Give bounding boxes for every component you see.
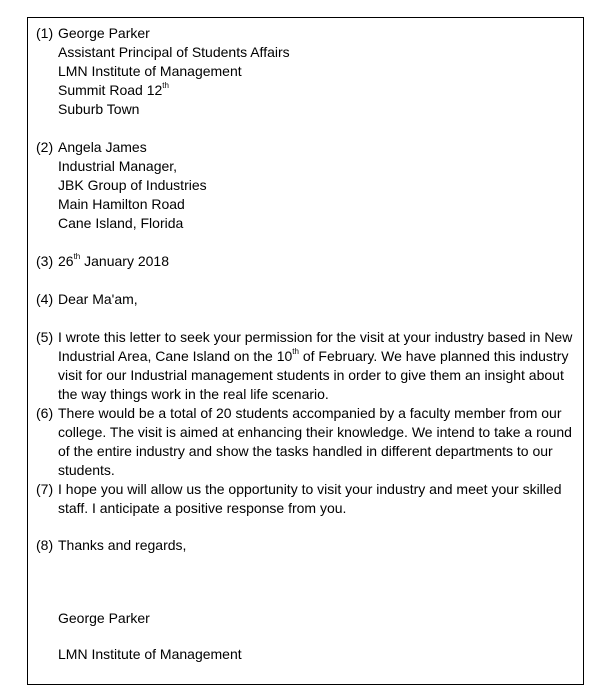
paragraph-7 <box>36 480 579 518</box>
paragraph-5 <box>36 328 579 404</box>
signature-name-block <box>36 609 579 628</box>
paragraph-5-text-part1: I wrote this letter to seek your permission for the visit at your industry based in New Industrial Area, Cane Island on the 10 <box>58 329 573 364</box>
date-block <box>36 252 579 271</box>
signature-institution-block <box>36 645 579 664</box>
sender-address-sup: th <box>162 81 169 91</box>
recipient-address-line2: Cane Island, Florida <box>58 215 184 231</box>
recipient-name: Angela James <box>58 139 147 155</box>
date-number: (3) <box>36 253 54 269</box>
sender-title: Assistant Principal of Students Affairs <box>58 44 290 60</box>
paragraph-5-sup: th <box>292 347 299 357</box>
signature-name: George Parker <box>58 610 150 626</box>
recipient-address-line1: Main Hamilton Road <box>58 196 185 212</box>
sender-name: George Parker <box>58 25 150 41</box>
recipient-company: JBK Group of Industries <box>58 177 207 193</box>
recipient-block <box>36 138 579 233</box>
paragraph-6 <box>36 404 579 480</box>
salutation-text: Dear Ma'am, <box>58 291 138 307</box>
closing-number: (8) <box>36 537 54 553</box>
sender-number: (1) <box>36 25 54 41</box>
sender-address-line2: Suburb Town <box>58 101 140 117</box>
sender-address-line1: Summit Road 12 <box>58 82 163 98</box>
signature-institution: LMN Institute of Management <box>58 646 242 662</box>
paragraph-5-text-part2: of February. We have planned this industry visit for our Industrial management students in order to give them an insight about the way things work in the real life scenario. <box>58 348 569 402</box>
date-rest: January 2018 <box>80 253 169 269</box>
salutation-number: (4) <box>36 291 54 307</box>
sender-institution: LMN Institute of Management <box>58 63 242 79</box>
paragraph-7-number: (7) <box>36 481 54 497</box>
paragraph-5-number: (5) <box>36 329 54 345</box>
salutation-block <box>36 290 579 309</box>
recipient-number: (2) <box>36 139 54 155</box>
date-sup: th <box>73 252 81 262</box>
closing-text: Thanks and regards, <box>58 537 187 553</box>
date-day: 26 <box>58 253 74 269</box>
sender-block <box>36 24 579 119</box>
recipient-title: Industrial Manager, <box>58 158 178 174</box>
paragraph-7-text: I hope you will allow us the opportunity to visit your industry and meet your skilled staff. I anticipate a positive response from you. <box>58 481 562 516</box>
body-block <box>36 328 579 518</box>
closing-block <box>36 536 579 555</box>
paragraph-6-number: (6) <box>36 405 54 421</box>
paragraph-6-text: There would be a total of 20 students accompanied by a faculty member from our college. The visit is aimed at enhancing their knowledge. We intend to take a round of the entire industry and show the tasks handled in different departments to our students. <box>58 405 572 478</box>
